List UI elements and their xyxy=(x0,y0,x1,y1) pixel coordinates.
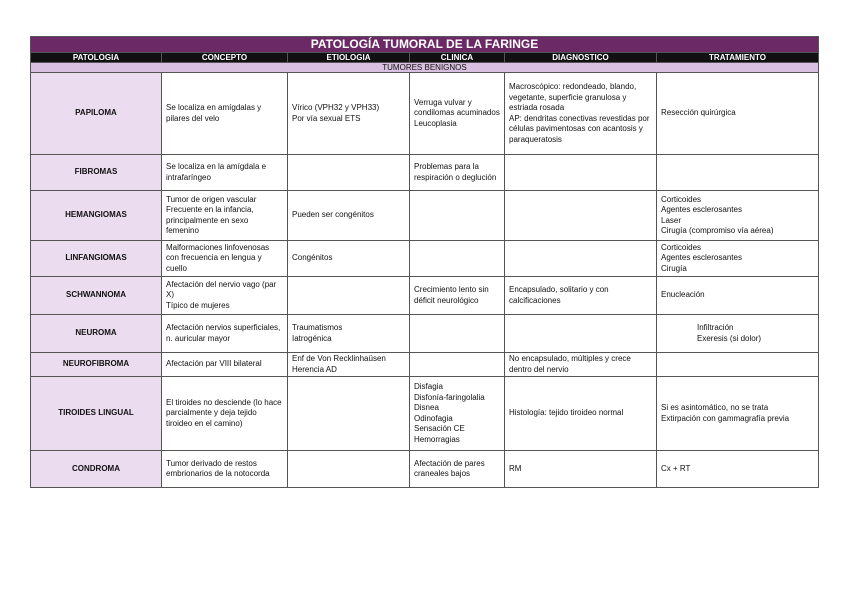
cell-line: Corticoides xyxy=(661,242,702,252)
cell-line: Cirugía (compromiso vía aérea) xyxy=(661,226,774,235)
cell-line: El tiroides no desciende (lo hace parcialmente y deja tejido tiroideo en el camino) xyxy=(166,397,284,428)
cell-line: Enucleación xyxy=(661,290,705,300)
cell-line: Verruga vulvar y condilomas acuminados xyxy=(414,97,500,118)
cell-clinica xyxy=(410,155,505,191)
cell-patologia xyxy=(31,277,162,315)
table-row xyxy=(31,353,819,377)
cell-tratamiento xyxy=(657,155,819,191)
cell-line: Macroscópico: redondeado, blando, vegetante, superficie granulosa y estriada rosada xyxy=(509,82,639,112)
cell-concepto xyxy=(162,155,288,191)
cell-etiologia xyxy=(288,315,410,353)
cell-patologia xyxy=(31,191,162,241)
cell-line: Pueden ser congénitos xyxy=(292,210,374,220)
cell-concepto xyxy=(162,353,288,377)
cell-line: Histología: tejido tiroideo normal xyxy=(509,408,624,418)
cell-line: Crecimiento lento sin déficit neurológico xyxy=(414,285,491,305)
cell-concepto xyxy=(162,377,288,451)
cell-line: Traumatismos xyxy=(292,323,343,332)
cell-concepto xyxy=(162,73,288,155)
cell-diagnostico xyxy=(505,155,657,191)
cell-clinica xyxy=(410,451,505,488)
cell-patologia xyxy=(31,353,162,377)
col-header-concepto: CONCEPTO xyxy=(162,53,288,63)
cell-patologia xyxy=(31,315,162,353)
cell-line: Disfagia xyxy=(414,382,443,391)
cell-line: Enf de Von Recklinhaüsen xyxy=(292,354,386,363)
col-header-diagnostico: DIAGNOSTICO xyxy=(505,53,657,63)
cell-line: Congénitos xyxy=(292,253,333,263)
cell-line: Se localiza en la amígdala e intrafaríngeo xyxy=(166,162,269,182)
cell-etiologia xyxy=(288,73,410,155)
cell-etiologia xyxy=(288,191,410,241)
table-row xyxy=(31,377,819,451)
cell-etiologia xyxy=(288,277,410,315)
cell-etiologia xyxy=(288,241,410,277)
cell-diagnostico xyxy=(505,277,657,315)
cell-patologia xyxy=(31,451,162,488)
cell-patologia xyxy=(31,155,162,191)
cell-line: Típico de mujeres xyxy=(166,300,230,310)
section-header: TUMORES BENIGNOS xyxy=(31,63,819,73)
cell-patologia xyxy=(31,73,162,155)
cell-tratamiento xyxy=(657,191,819,241)
cell-line: Disfonía-faringolalia xyxy=(414,392,485,402)
cell-clinica xyxy=(410,191,505,241)
cell-line: TIROIDES LINGUAL xyxy=(58,408,134,418)
cell-line: LINFANGIOMAS xyxy=(65,253,127,263)
column-header-row xyxy=(31,53,819,63)
cell-line: Encapsulado, solitario y con calcificaciones xyxy=(509,285,611,305)
cell-line: Tumor derivado de restos embrionarios de la notocorda xyxy=(166,458,270,478)
cell-line: Corticoides xyxy=(661,194,702,204)
cell-tratamiento xyxy=(657,315,819,353)
cell-line: Herencia AD xyxy=(292,364,337,374)
cell-tratamiento xyxy=(657,377,819,451)
cell-diagnostico xyxy=(505,315,657,353)
cell-line: Cirugía xyxy=(661,263,687,273)
cell-line: Extirpación con gammagrafía previa xyxy=(661,413,790,423)
cell-clinica xyxy=(410,73,505,155)
cell-line: Resección quirúrgica xyxy=(661,108,736,118)
table-row xyxy=(31,191,819,241)
table-row xyxy=(31,277,819,315)
cell-line: Iatrogénica xyxy=(292,333,332,343)
table-row xyxy=(31,451,819,488)
cell-line: Hemorragias xyxy=(414,434,460,444)
cell-line: Afectación nervios superficiales, n. auricular mayor xyxy=(166,323,283,343)
cell-line: Tumor de origen vascular xyxy=(166,194,257,204)
cell-tratamiento xyxy=(657,451,819,488)
cell-diagnostico xyxy=(505,353,657,377)
cell-diagnostico xyxy=(505,451,657,488)
cell-line: Por vía sexual ETS xyxy=(292,113,361,123)
cell-line: Odinofagia xyxy=(414,413,453,423)
cell-line: Cx + RT xyxy=(661,463,691,473)
cell-line: FIBROMAS xyxy=(74,167,118,177)
cell-concepto xyxy=(162,277,288,315)
cell-concepto xyxy=(162,451,288,488)
col-header-tratamiento: TRATAMIENTO xyxy=(657,53,819,63)
cell-line: CONDROMA xyxy=(72,463,120,473)
cell-line: Afectación de pares craneales bajos xyxy=(414,458,487,478)
cell-concepto xyxy=(162,241,288,277)
cell-line: Malformaciones linfovenosas con frecuencia en lengua y cuello xyxy=(166,242,272,273)
col-header-clinica: CLINICA xyxy=(410,53,505,63)
pathology-table-container xyxy=(30,36,818,488)
cell-tratamiento xyxy=(657,241,819,277)
cell-line: HEMANGIOMAS xyxy=(65,210,127,220)
cell-tratamiento xyxy=(657,73,819,155)
pathology-table xyxy=(30,36,819,488)
cell-line: No encapsulado, múltiples y crece dentro del nervio xyxy=(509,354,634,374)
table-row xyxy=(31,73,819,155)
col-header-patologia: PATOLOGIA xyxy=(31,53,162,63)
table-row xyxy=(31,155,819,191)
cell-etiologia xyxy=(288,353,410,377)
cell-line: Sensación CE xyxy=(414,424,465,433)
cell-line: Laser xyxy=(661,215,682,225)
cell-diagnostico xyxy=(505,377,657,451)
cell-clinica xyxy=(410,315,505,353)
cell-patologia xyxy=(31,377,162,451)
cell-line: AP: dendritas conectivas revestidas por células pavimentosas con acantosis y paraqueratosis xyxy=(509,113,652,144)
cell-line: Agentes esclerosantes xyxy=(661,253,742,263)
cell-line: Infiltración xyxy=(697,323,734,332)
cell-line: Si es asintomático, no se trata xyxy=(661,403,769,412)
cell-line: RM xyxy=(509,463,522,473)
cell-concepto xyxy=(162,315,288,353)
cell-line: SCHWANNOMA xyxy=(66,290,126,300)
cell-clinica xyxy=(410,377,505,451)
cell-tratamiento xyxy=(657,353,819,377)
cell-tratamiento xyxy=(657,277,819,315)
table-row xyxy=(31,315,819,353)
cell-line: Afectación par VIII bilateral xyxy=(166,359,262,369)
cell-concepto xyxy=(162,191,288,241)
cell-line: NEUROFIBROMA xyxy=(62,359,130,369)
cell-etiologia xyxy=(288,377,410,451)
cell-line: Vírico (VPH32 y VPH33) xyxy=(292,103,380,112)
cell-diagnostico xyxy=(505,241,657,277)
cell-line: Se localiza en amígdalas y pilares del velo xyxy=(166,103,264,123)
cell-etiologia xyxy=(288,155,410,191)
cell-line: Frecuente en la infancia, principalmente en sexo femenino xyxy=(166,205,256,235)
cell-line: Disnea xyxy=(414,403,439,412)
cell-line: NEUROMA xyxy=(75,328,117,338)
cell-line: Exeresis (si dolor) xyxy=(697,333,762,343)
cell-line: Agentes esclerosantes xyxy=(661,205,742,214)
cell-clinica xyxy=(410,277,505,315)
cell-line: Afectación del nervio vago (par X) xyxy=(166,279,279,300)
cell-patologia xyxy=(31,241,162,277)
cell-line: Leucoplasia xyxy=(414,118,457,128)
cell-diagnostico xyxy=(505,73,657,155)
table-row xyxy=(31,241,819,277)
cell-clinica xyxy=(410,241,505,277)
cell-line: Problemas para la respiración o deglución xyxy=(414,162,497,182)
col-header-etiologia: ETIOLOGIA xyxy=(288,53,410,63)
table-title: PATOLOGÍA TUMORAL DE LA FARINGE xyxy=(31,37,819,53)
cell-etiologia xyxy=(288,451,410,488)
cell-clinica xyxy=(410,353,505,377)
cell-diagnostico xyxy=(505,191,657,241)
cell-line: PAPILOMA xyxy=(75,108,117,118)
